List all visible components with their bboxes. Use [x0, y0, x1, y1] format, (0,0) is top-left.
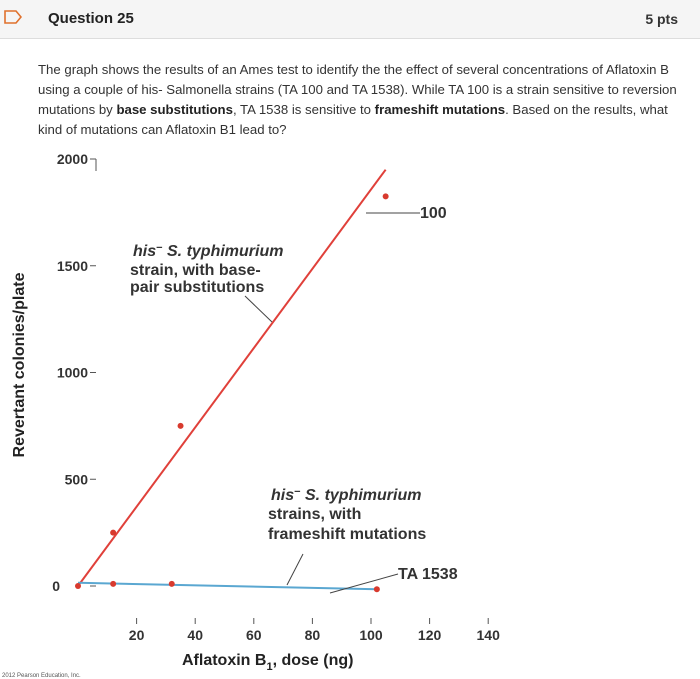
- question-bold-term: frameshift mutations: [374, 102, 506, 117]
- y-axis-ticks: [52, 151, 96, 594]
- series-line: [78, 583, 377, 589]
- x-tick-label: 60: [246, 627, 262, 643]
- y-tick-label: 1500: [56, 257, 88, 274]
- data-point: [75, 583, 81, 589]
- question-bold-term: base substitutions: [116, 102, 233, 117]
- data-point: [110, 530, 116, 536]
- y-tick-label: 1000: [56, 364, 88, 381]
- y-axis-title: Revertant colonies/plate: [11, 272, 28, 458]
- ta100-series-label: 100: [420, 205, 447, 222]
- question-text-part: , TA 1538 is sensitive to: [232, 102, 375, 117]
- data-point: [383, 193, 389, 199]
- x-tick-label: 40: [187, 627, 203, 643]
- ta1538-series-label: TA 1538: [398, 566, 458, 583]
- data-point: [169, 581, 175, 587]
- annotation-ta1538: his− S. typhimurium strains, with frameshift mutations: [268, 486, 427, 543]
- x-tick-label: 140: [476, 627, 500, 643]
- y-tick-label: 500: [64, 471, 88, 488]
- ta1538-label-leader: [330, 574, 398, 593]
- y-tick-label: 2000: [56, 151, 88, 167]
- ames-test-chart: [0, 140, 700, 679]
- x-tick-label: 100: [359, 627, 383, 643]
- data-point: [374, 586, 380, 592]
- x-tick-label: 20: [128, 627, 145, 643]
- y-tick-label: 0: [52, 578, 60, 594]
- series-line: [78, 170, 386, 586]
- x-axis-title: Aflatoxin $B_1$, dose (ng): [182, 652, 354, 673]
- annotation-ta100-pointer: [245, 296, 272, 322]
- x-tick-label: 80: [304, 627, 321, 643]
- annotation-ta1538-pointer: [287, 554, 303, 585]
- data-point: [110, 581, 116, 587]
- data-point: [178, 423, 184, 429]
- question-text-part: The graph shows the results of an Ames test to identify the the effect of several concentrations of Aflatoxin B using a couple of his- Salmonella strains (TA 100 and TA 1538). While TA 100 is a strain sensitive to reversion mutations by: [38, 62, 677, 117]
- question-header: [0, 0, 700, 39]
- question-title: Question 25: [48, 10, 134, 27]
- question-text-part: . Based on the results, what kind of mutations can Aflatoxin B1 lead to?: [38, 102, 668, 137]
- x-axis-ticks: [129, 618, 500, 643]
- flag-icon[interactable]: [4, 10, 22, 24]
- copyright-credit: 2012 Pearson Education, Inc.: [2, 673, 81, 679]
- annotation-ta100: his− S. typhimurium strain, with base- pair substitutions: [130, 242, 284, 296]
- x-tick-label: 120: [417, 627, 442, 643]
- question-text: [38, 60, 683, 140]
- question-points: 5 pts: [645, 11, 678, 27]
